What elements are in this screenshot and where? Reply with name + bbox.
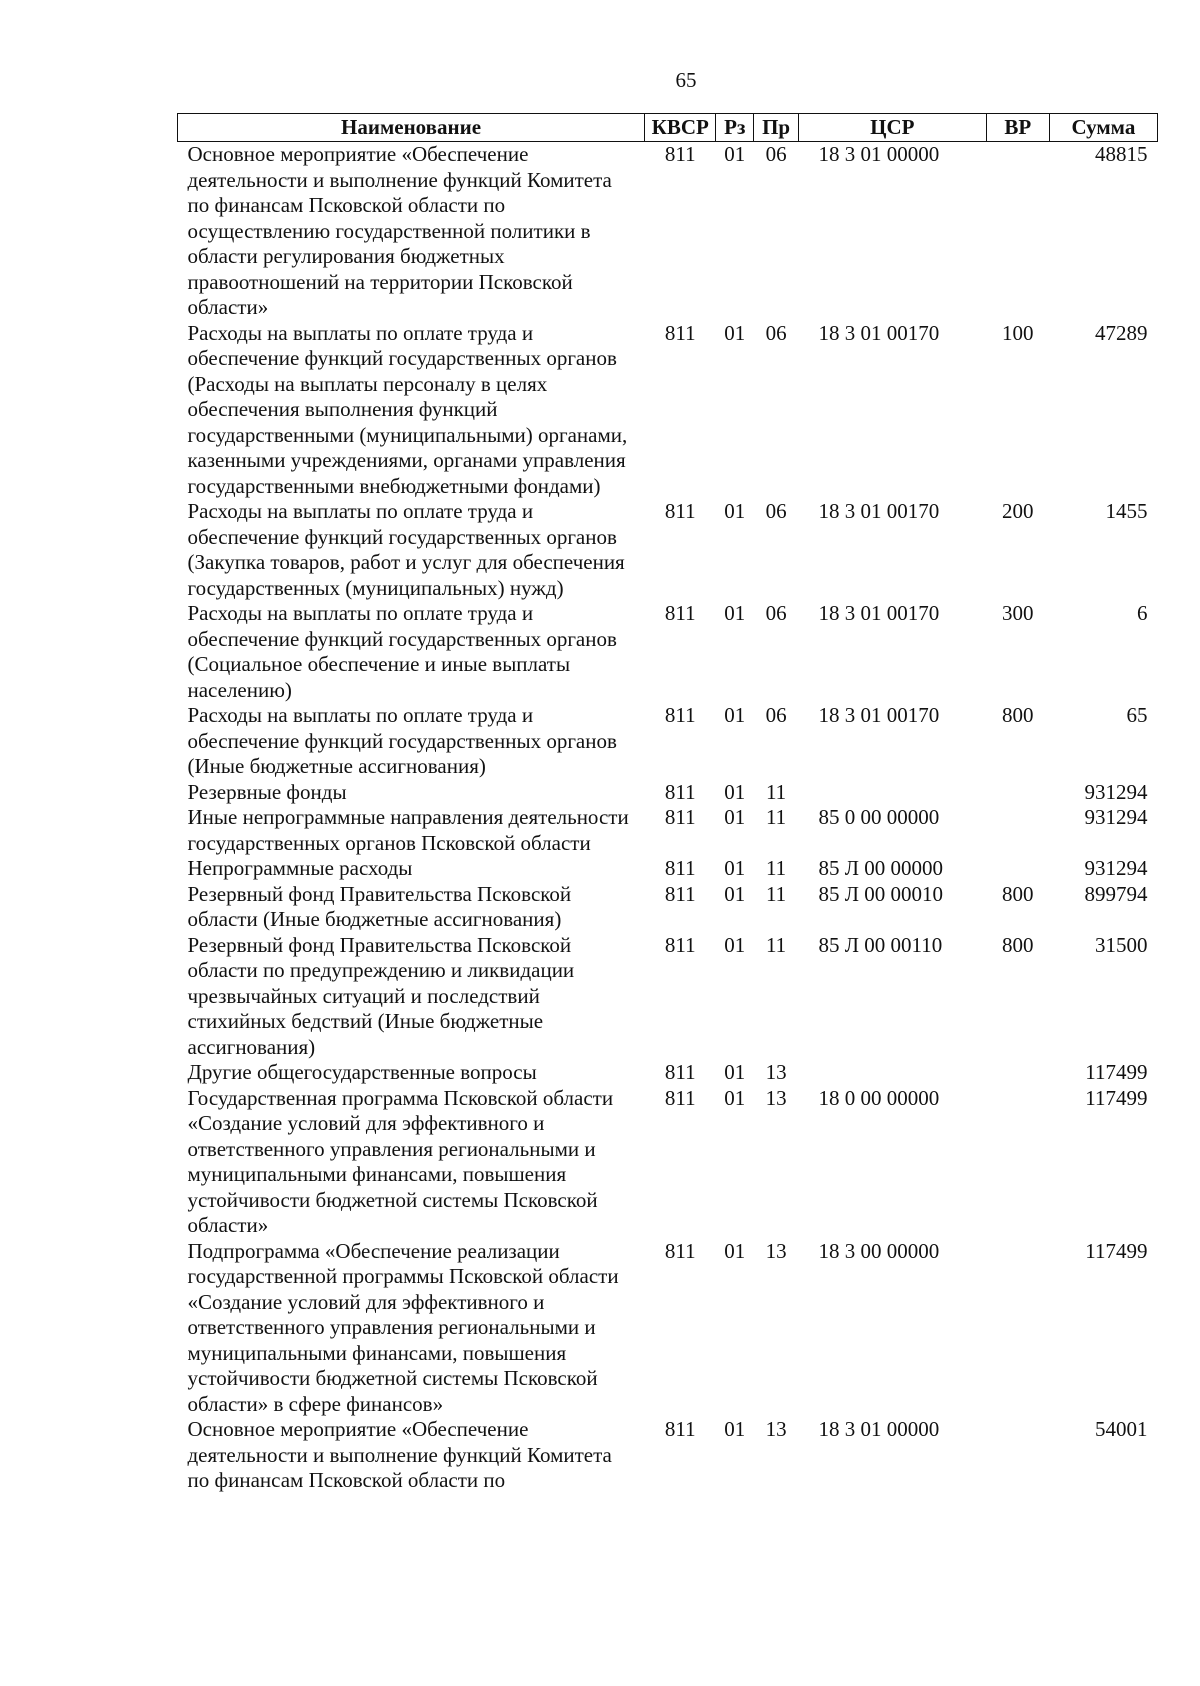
cell-name: Другие общегосударственные вопросы — [187, 1060, 537, 1084]
cell-kvsr: 811 — [664, 320, 696, 345]
table-row — [178, 805, 1158, 856]
cell-pr: 06 — [765, 320, 787, 345]
cell-name: Расходы на выплаты по оплате труда и обеспечение функций государственных органов (Социальное обеспечение и иные выплаты населению) — [187, 601, 617, 702]
cell-rz: 01 — [724, 1060, 746, 1084]
cell-csr: 85 Л 00 00000 — [818, 856, 943, 880]
table-row — [178, 1239, 1158, 1418]
cell-pr: 13 — [765, 1060, 787, 1084]
cell-vr — [986, 1417, 1049, 1494]
cell-pr: 06 — [765, 601, 787, 625]
cell-kvsr: 811 — [664, 805, 696, 829]
table-row — [178, 933, 1158, 1061]
cell-rz: 01 — [724, 142, 746, 166]
cell-sum: 54001 — [1095, 1417, 1148, 1441]
cell-name: Подпрограмма «Обеспечение реализации государственной программы Псковской области «Создание условий для эффективного и ответственного управления региональными и муниципальными финансами, повышения устойчивости бюджетной системы Псковской области» в сфере финансов» — [187, 1238, 619, 1416]
cell-csr: 85 Л 00 00110 — [818, 932, 943, 957]
cell-vr — [986, 1086, 1049, 1239]
cell-rz: 01 — [724, 856, 746, 880]
cell-pr: 13 — [765, 1238, 787, 1263]
cell-name: Резервный фонд Правительства Псковской области (Иные бюджетные ассигнования) — [187, 881, 572, 931]
cell-vr: 800 — [1001, 703, 1034, 727]
cell-rz: 01 — [724, 932, 746, 957]
table-row — [178, 1417, 1158, 1494]
header-rz: Рз — [716, 114, 754, 142]
cell-sum: 931294 — [1084, 805, 1148, 829]
table-row — [178, 142, 1158, 321]
cell-vr: 100 — [1001, 320, 1034, 345]
table-row — [178, 856, 1158, 882]
cell-kvsr: 811 — [664, 499, 696, 523]
cell-rz: 01 — [724, 779, 746, 804]
table-row — [178, 321, 1158, 500]
cell-vr: 300 — [1001, 601, 1034, 625]
cell-pr: 06 — [765, 703, 787, 727]
table-row — [178, 780, 1158, 806]
cell-pr: 11 — [765, 932, 787, 957]
table-row — [178, 1060, 1158, 1086]
cell-vr — [986, 805, 1049, 856]
cell-pr: 13 — [765, 1085, 787, 1110]
cell-csr — [799, 1060, 987, 1086]
cell-rz: 01 — [724, 1085, 746, 1110]
cell-rz: 01 — [724, 805, 746, 829]
budget-table — [177, 113, 1158, 1494]
cell-name: Государственная программа Псковской области «Создание условий для эффективного и ответственного управления региональными и муниципальными финансами, повышения устойчивости бюджетной системы Псковской области» — [187, 1085, 614, 1237]
cell-kvsr: 811 — [664, 932, 696, 957]
cell-sum: 117499 — [1085, 1085, 1148, 1110]
cell-sum: 899794 — [1084, 881, 1148, 906]
cell-name: Расходы на выплаты по оплате труда и обеспечение функций государственных органов (Закупка товаров, работ и услуг для обеспечения государственных (муниципальных) нужд) — [187, 499, 625, 600]
cell-sum: 47289 — [1095, 320, 1148, 345]
table-row — [178, 499, 1158, 601]
cell-csr: 18 3 01 00170 — [818, 320, 940, 345]
cell-sum: 117499 — [1085, 1238, 1148, 1263]
cell-name: Основное мероприятие «Обеспечение деятельности и выполнение функций Комитета по финансам Псковской области по осуществлению государственной политики в области регулирования бюджетных правоотношений на территории Псковской области» — [187, 142, 612, 319]
cell-name: Иные непрограммные направления деятельности государственных органов Псковской области — [187, 805, 629, 855]
header-pr: Пр — [754, 114, 799, 142]
cell-vr — [986, 1239, 1049, 1418]
cell-csr: 85 0 00 00000 — [818, 805, 940, 829]
header-name: Наименование — [178, 114, 645, 142]
cell-name: Основное мероприятие «Обеспечение деятельности и выполнение функций Комитета по финансам Псковской области по — [187, 1417, 612, 1492]
cell-kvsr: 811 — [664, 1060, 696, 1084]
cell-csr: 18 3 01 00170 — [818, 703, 940, 727]
cell-csr: 18 3 01 00170 — [818, 601, 940, 625]
cell-kvsr: 811 — [664, 703, 696, 727]
header-vr: ВР — [986, 114, 1049, 142]
table-row — [178, 1086, 1158, 1239]
cell-csr: 18 0 00 00000 — [818, 1085, 940, 1110]
cell-rz: 01 — [724, 881, 746, 906]
cell-csr: 18 3 00 00000 — [818, 1238, 940, 1263]
cell-name: Непрограммные расходы — [187, 856, 413, 880]
cell-sum: 6 — [1137, 601, 1148, 625]
cell-csr — [799, 780, 987, 806]
table-row — [178, 703, 1158, 780]
cell-name: Резервные фонды — [187, 779, 347, 804]
cell-rz: 01 — [724, 320, 746, 345]
cell-pr: 13 — [765, 1417, 787, 1441]
cell-kvsr: 811 — [664, 601, 696, 625]
cell-pr: 11 — [765, 779, 787, 804]
cell-csr: 18 3 01 00000 — [818, 1417, 940, 1441]
cell-vr: 200 — [1001, 499, 1034, 523]
cell-pr: 11 — [765, 881, 787, 906]
cell-pr: 11 — [765, 805, 787, 829]
cell-kvsr: 811 — [664, 1238, 696, 1263]
table-header — [178, 114, 1158, 142]
cell-sum: 1455 — [1105, 499, 1148, 523]
cell-pr: 06 — [765, 499, 787, 523]
table-body — [178, 142, 1158, 1494]
header-sum: Сумма — [1049, 114, 1157, 142]
header-kvsr: КВСР — [645, 114, 716, 142]
cell-sum: 117499 — [1085, 1060, 1148, 1084]
cell-vr — [986, 780, 1049, 806]
cell-rz: 01 — [724, 1238, 746, 1263]
cell-sum: 48815 — [1095, 142, 1148, 166]
cell-vr: 800 — [1001, 932, 1034, 957]
cell-rz: 01 — [724, 499, 746, 523]
cell-csr: 18 3 01 00170 — [818, 499, 940, 523]
cell-rz: 01 — [724, 601, 746, 625]
cell-name: Расходы на выплаты по оплате труда и обеспечение функций государственных органов (Расходы на выплаты персоналу в целях обеспечения выполнения функций государственными (муниципальными) органами, казенными учреждениями, органами управления государственными внебюджетными фондами) — [187, 320, 628, 498]
cell-name: Расходы на выплаты по оплате труда и обеспечение функций государственных органов (Иные бюджетные ассигнования) — [187, 703, 617, 778]
cell-pr: 11 — [765, 856, 787, 880]
cell-vr: 800 — [1001, 881, 1034, 906]
cell-csr: 85 Л 00 00010 — [818, 881, 943, 906]
cell-kvsr: 811 — [664, 779, 696, 804]
cell-vr — [986, 1060, 1049, 1086]
cell-kvsr: 811 — [664, 856, 696, 880]
cell-vr — [986, 142, 1049, 321]
cell-csr: 18 3 01 00000 — [818, 142, 940, 166]
header-row — [178, 114, 1158, 142]
table-row — [178, 882, 1158, 933]
cell-sum: 65 — [1126, 703, 1148, 727]
cell-pr: 06 — [765, 142, 787, 166]
cell-kvsr: 811 — [664, 881, 696, 906]
cell-sum: 31500 — [1095, 932, 1148, 957]
cell-kvsr: 811 — [664, 1417, 696, 1441]
cell-rz: 01 — [724, 703, 746, 727]
cell-kvsr: 811 — [664, 142, 696, 166]
cell-sum: 931294 — [1084, 779, 1148, 804]
cell-vr — [986, 856, 1049, 882]
page-number: 65 — [675, 68, 697, 92]
cell-kvsr: 811 — [664, 1085, 696, 1110]
cell-sum: 931294 — [1084, 856, 1148, 880]
cell-name: Резервный фонд Правительства Псковской области по предупреждению и ликвидации чрезвычайных ситуаций и последствий стихийных бедствий (Иные бюджетные ассигнования) — [187, 932, 575, 1059]
cell-rz: 01 — [724, 1417, 746, 1441]
table-row — [178, 601, 1158, 703]
header-csr: ЦСР — [799, 114, 987, 142]
